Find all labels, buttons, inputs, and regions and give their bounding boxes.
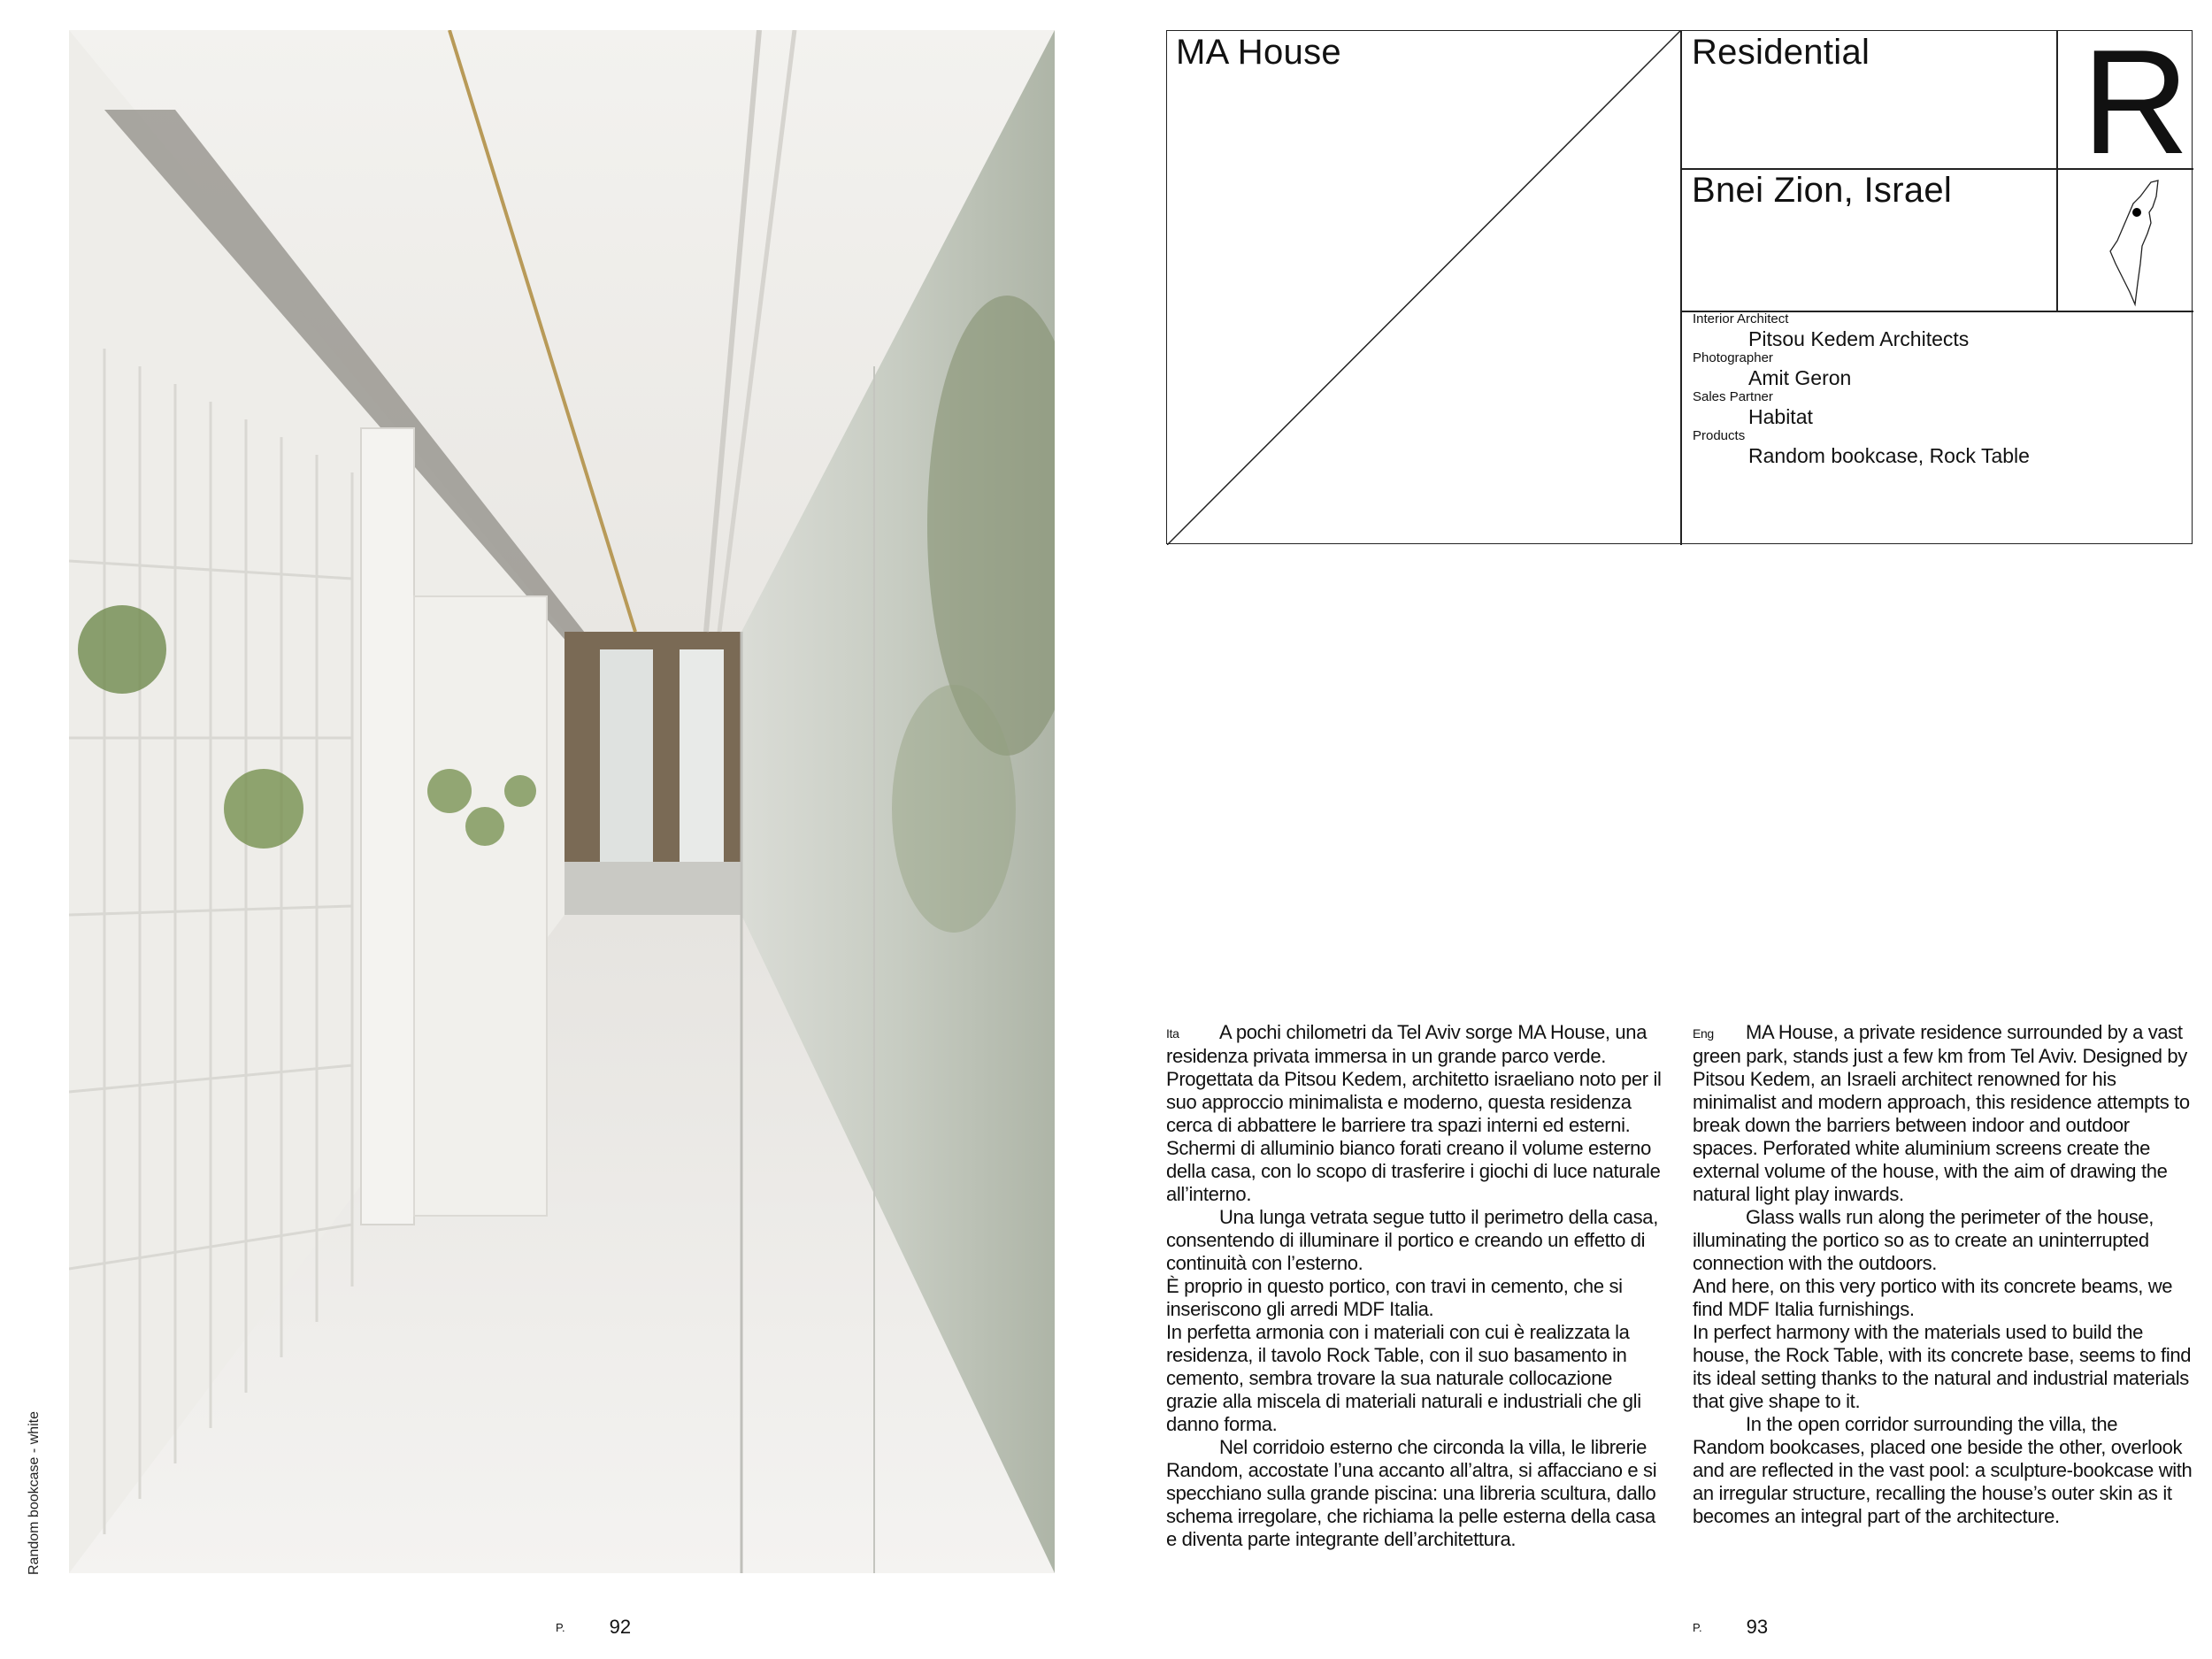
english-paragraph-5: In the open corridor surrounding the villa, the Random bookcases, placed one beside the other, overlook and are reflected in the vast pool: a sculpture-bookcase with an irregular structure, recalling the house’s outer skin as it becomes an integral part of the architecture. [1693, 1413, 2193, 1527]
english-paragraph-2: Glass walls run along the perimeter of the house, illuminating the portico so as to create an uninterrupted connection with the outdoors. [1693, 1206, 2154, 1274]
page-prefix-right: P. [1693, 1621, 1702, 1634]
credit-value-photographer: Amit Geron [1748, 366, 1852, 389]
italian-paragraph-5: Nel corridoio esterno che circonda la villa, le librerie Random, accostate l’una accanto all’altra, si affacciano e si specchiano sulla grande piscina: una libreria scultura, dallo schema irregolare, che richiama la pelle esterna della casa e diventa parte integrante dell’architettura. [1166, 1436, 1657, 1550]
english-text-column [1693, 1021, 2193, 1528]
italian-paragraph-1 [1166, 1021, 1666, 1206]
italian-paragraph-4: In perfetta armonia con i materiali con cui è realizzata la residenza, il tavolo Rock Table, con il suo basamento in cemento, sembra trovare la sua naturale collocazione grazie alla miscela di materiali naturali e industriali che gli danno forma. [1166, 1321, 1641, 1435]
category-title: Residential [1692, 33, 1870, 72]
page-number-right-value: 93 [1746, 1616, 1769, 1638]
credit-label-architect: Interior Architect [1693, 311, 1789, 326]
english-paragraph-1 [1693, 1021, 2193, 1206]
italian-paragraph-2: Una lunga vetrata segue tutto il perimetro della casa, consentendo di illuminare il portico e creando un effetto di continuità con l’esterno. [1166, 1206, 1658, 1274]
page-number-left-value: 92 [609, 1616, 632, 1638]
english-paragraph-1-text: MA House, a private residence surrounded by a vast green park, stands just a few km from Tel Aviv. Designed by Pitsou Kedem, an Israeli architect renowned for his minimalist and modern approach, this residence attempts to break down the barriers between indoor and outdoor spaces. Perforated white aluminium screens create the external volume of the house, with the aim of drawing the natural light play inwards. [1693, 1021, 2190, 1205]
category-letter: R [2082, 19, 2190, 185]
location-title: Bnei Zion, Israel [1692, 171, 1953, 210]
project-credits [1693, 312, 2153, 468]
photo-caption: Random bookcase - white [27, 1411, 42, 1575]
grid-divider-vertical [1680, 31, 1682, 545]
english-paragraph-4: In perfect harmony with the materials used to build the house, the Rock Table, with its concrete base, seems to find its ideal setting thanks to the natural and industrial materials that give shape to it. [1693, 1321, 2192, 1412]
italian-paragraph-3: È proprio in questo portico, con travi in cemento, che si inseriscono gli arredi MDF Italia. [1166, 1275, 1623, 1320]
language-tag-eng: Eng [1693, 1026, 1714, 1041]
page-prefix-left: P. [556, 1621, 565, 1634]
credit-value-architect: Pitsou Kedem Architects [1748, 327, 1970, 350]
corridor-photo [69, 30, 1055, 1573]
credit-label-photographer: Photographer [1693, 350, 1773, 365]
credit-value-sales-partner: Habitat [1748, 405, 1813, 428]
english-paragraph-3: And here, on this very portico with its concrete beams, we find MDF Italia furnishings. [1693, 1275, 2173, 1320]
project-title: MA House [1176, 33, 1341, 72]
credit-label-sales-partner: Sales Partner [1693, 389, 1773, 404]
page-number-right [1693, 1616, 1768, 1639]
corridor-photo-illustration [69, 30, 1055, 1573]
credit-label-products: Products [1693, 428, 1746, 443]
diagonal-divider [1167, 31, 1680, 545]
israel-map-icon [2096, 177, 2167, 310]
project-header-grid [1166, 19, 2193, 544]
page-number-left [556, 1616, 631, 1639]
grid-divider-vertical-right [2056, 31, 2058, 311]
italian-text-column [1166, 1021, 1666, 1551]
language-tag-ita: Ita [1166, 1026, 1179, 1041]
italian-paragraph-1-text: A pochi chilometri da Tel Aviv sorge MA House, una residenza privata immersa in un grande parco verde. Progettata da Pitsou Kedem, architetto israeliano noto per il suo approccio minimalista e moderno, questa residenza cerca di abbattere le barriere tra spazi interni ed esterni. Schermi di alluminio bianco forati creano il volume esterno della casa, con lo scopo di trasferire i giochi di luce naturale all’interno. [1166, 1021, 1662, 1205]
credit-value-products: Random bookcase, Rock Table [1748, 444, 2030, 467]
